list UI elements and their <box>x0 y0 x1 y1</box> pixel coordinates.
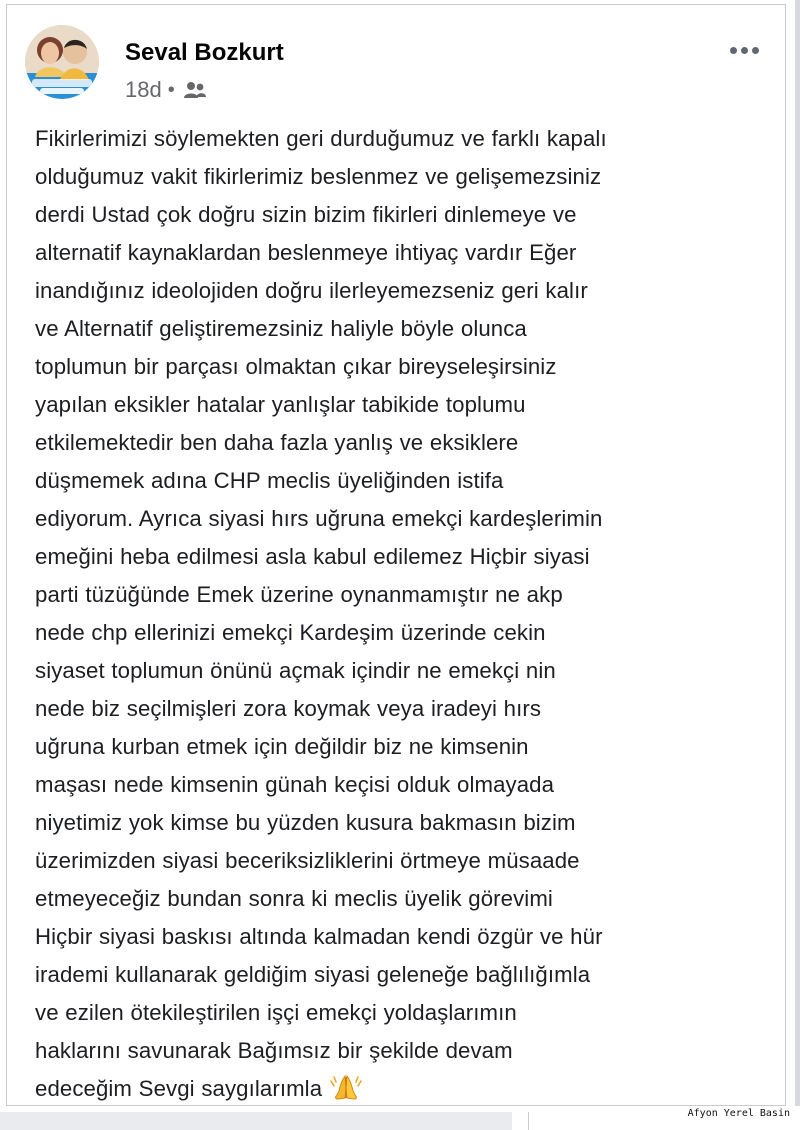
source-watermark: Afyon Yerel Basin <box>687 1108 790 1119</box>
post-text-line: toplumun bir parçası olmaktan çıkar bireyseleşirsiniz <box>35 354 557 379</box>
post-text-line: siyaset toplumun önünü açmak içindir ne emekçi nin <box>35 658 556 683</box>
post-text-line: emeğini heba edilmesi asla kabul edilemez Hiçbir siyasi <box>35 544 590 569</box>
folded-hands-emoji <box>330 1073 362 1101</box>
post-text-line: olduğumuz vakit fikirlerimiz beslenmez ve gelişemezsiniz <box>35 164 602 189</box>
post-text-line: düşmemek adına CHP meclis üyeliğinden istifa <box>35 468 504 493</box>
friends-icon <box>183 80 207 100</box>
post-body <box>35 121 775 1101</box>
post-text-line: inandığınız ideolojiden doğru ilerleyemezseniz geri kalır <box>35 278 588 303</box>
bottom-scroll-area <box>0 1112 512 1130</box>
screenshot-edge <box>795 0 800 1106</box>
post-text-line: etkilemektedir ben daha fazla yanlış ve eksiklere <box>35 430 519 455</box>
meta-separator-icon: • <box>167 78 175 101</box>
post-text-line: yapılan eksikler hatalar yanlışlar tabikide toplumu <box>35 392 526 417</box>
post-text-line: niyetimiz yok kimse bu yüzden kusura bakmasın bizim <box>35 810 576 835</box>
post-text-line: maşası nede kimsenin günah keçisi olduk olmayada <box>35 772 555 797</box>
bottom-divider <box>528 1112 529 1130</box>
post-text-line: derdi Ustad çok doğru sizin bizim fikirleri dinlemeye ve <box>35 202 577 227</box>
post-text-line: irademi kullanarak geldiğim siyasi geleneğe bağlılığımla <box>35 962 591 987</box>
post-text-line: üzerimizden siyasi beceriksizliklerini örtmeye müsaade <box>35 848 580 873</box>
post-text-line: alternatif kaynaklardan beslenmeye ihtiyaç vardır Eğer <box>35 240 577 265</box>
post-time[interactable]: 18d <box>125 77 162 102</box>
post-text-line: ve Alternatif geliştiremezsiniz haliyle böyle olunca <box>35 316 527 341</box>
more-options-icon <box>730 47 737 54</box>
more-options-button[interactable] <box>723 33 765 67</box>
author-avatar[interactable] <box>25 25 99 99</box>
post-text-line: etmeyeceğiz bundan sonra ki meclis üyelik görevimi <box>35 886 553 911</box>
post-header <box>25 23 769 103</box>
more-options-icon <box>752 47 759 54</box>
profile-picture-icon <box>25 25 99 99</box>
author-name[interactable]: Seval Bozkurt <box>125 39 284 66</box>
post-text-line: ediyorum. Ayrıca siyasi hırs uğruna emekçi kardeşlerimin <box>35 506 603 531</box>
post-text-line-with-emoji <box>35 1071 362 1101</box>
post-text-line: parti tüzüğünde Emek üzerine oynanmamıştır ne akp <box>35 582 563 607</box>
post-text-line: haklarını savunarak Bağımsız bir şekilde devam <box>35 1038 513 1063</box>
post-text-line: uğruna kurban etmek için değildir biz ne kimsenin <box>35 734 529 759</box>
more-options-icon <box>741 47 748 54</box>
post-text-line: nede biz seçilmişleri zora koymak veya iradeyi hırs <box>35 696 542 721</box>
post-text-line: edeceğim Sevgi saygılarımla <box>35 1076 323 1101</box>
post-text-line: Fikirlerimizi söylemekten geri durduğumuz ve farklı kapalı <box>35 126 607 151</box>
facebook-post-card <box>6 4 786 1106</box>
post-meta <box>125 77 207 103</box>
post-text-line: Hiçbir siyasi baskısı altında kalmadan kendi özgür ve hür <box>35 924 603 949</box>
post-text-line: ve ezilen ötekileştirilen işçi emekçi yoldaşlarımın <box>35 1000 517 1025</box>
post-text-line: nede chp ellerinizi emekçi Kardeşim üzerinde cekin <box>35 620 546 645</box>
